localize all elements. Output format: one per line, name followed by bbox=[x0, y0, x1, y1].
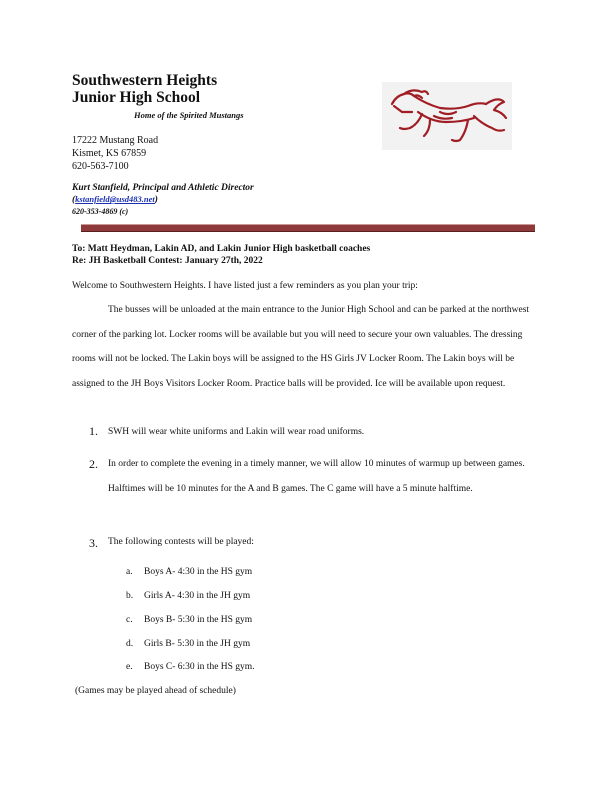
instructions-paragraph bbox=[72, 298, 544, 396]
list-item-text: SWH will wear white uniforms and Lakin will wear road uniforms. bbox=[108, 427, 365, 437]
contest-letter: d. bbox=[126, 639, 134, 649]
principal-cell: 620-353-4869 (c) bbox=[72, 207, 129, 216]
contest-item: Boys B- 5:30 in the HS gym bbox=[144, 615, 253, 625]
list-item-text: The following contests will be played: bbox=[108, 537, 254, 547]
email-paren-close: ) bbox=[154, 195, 158, 205]
greeting: Welcome to Southwestern Heights. I have listed just a few reminders as you plan your trip: bbox=[72, 281, 418, 291]
address-phone: 620-563-7100 bbox=[72, 161, 129, 172]
schedule-note: (Games may be played ahead of schedule) bbox=[75, 686, 236, 696]
list-item-number: 3. bbox=[89, 536, 98, 550]
contest-item: Girls A- 4:30 in the JH gym bbox=[144, 591, 251, 601]
address-city: Kismet, KS 67859 bbox=[72, 148, 147, 159]
memo-re: Re: JH Basketball Contest: January 27th, 2022 bbox=[72, 256, 263, 266]
mustang-logo-icon bbox=[382, 82, 512, 150]
list-item-number: 2. bbox=[89, 457, 98, 471]
principal-block bbox=[72, 183, 254, 217]
contest-item: Boys A- 4:30 in the HS gym bbox=[144, 567, 253, 577]
letterhead-divider bbox=[81, 224, 535, 232]
instructions-text: The busses will be unloaded at the main entrance to the Junior High School and can be parked at the northwest corner of the parking lot. Locker rooms will be available but you will need to secure your own valuables. The dressing rooms will not be locked. The Lakin boys will be assigned to the HS Girls JV Locker Room. The Lakin boys will be assigned to the JH Boys Visitors Locker Room. Practice balls will be provided. Ice will be available upon request. bbox=[72, 305, 530, 389]
contest-letter: b. bbox=[126, 591, 134, 601]
contest-letter: a. bbox=[126, 567, 133, 577]
school-tagline: Home of the Spirited Mustangs bbox=[134, 110, 244, 120]
list-item-text: In order to complete the evening in a timely manner, we will allow 10 minutes of warmup up between games. Halftimes will be 10 minutes for the A and B games. The C game will have a 5 minute halftime. bbox=[108, 459, 525, 494]
principal-email-link[interactable]: kstanfield@usd483.net bbox=[75, 194, 155, 204]
school-name-line1: Southwestern Heights bbox=[72, 72, 218, 89]
list-item-number: 1. bbox=[89, 424, 98, 438]
memo-header bbox=[72, 243, 370, 267]
school-name-line2: Junior High School bbox=[72, 89, 201, 106]
contest-item: Boys C- 6:30 in the HS gym. bbox=[144, 662, 255, 672]
memo-to: To: Matt Heydman, Lakin AD, and Lakin Junior High basketball coaches bbox=[72, 244, 371, 254]
email-paren-open: ( bbox=[72, 195, 76, 205]
address-street: 17222 Mustang Road bbox=[72, 135, 159, 146]
school-address bbox=[72, 134, 158, 173]
contest-item: Girls B- 5:30 in the JH gym bbox=[144, 639, 251, 649]
school-name bbox=[72, 72, 217, 106]
principal-name: Kurt Stanfield, Principal and Athletic Director bbox=[72, 183, 254, 193]
contest-letter: e. bbox=[126, 662, 133, 672]
contest-letter: c. bbox=[126, 615, 133, 625]
